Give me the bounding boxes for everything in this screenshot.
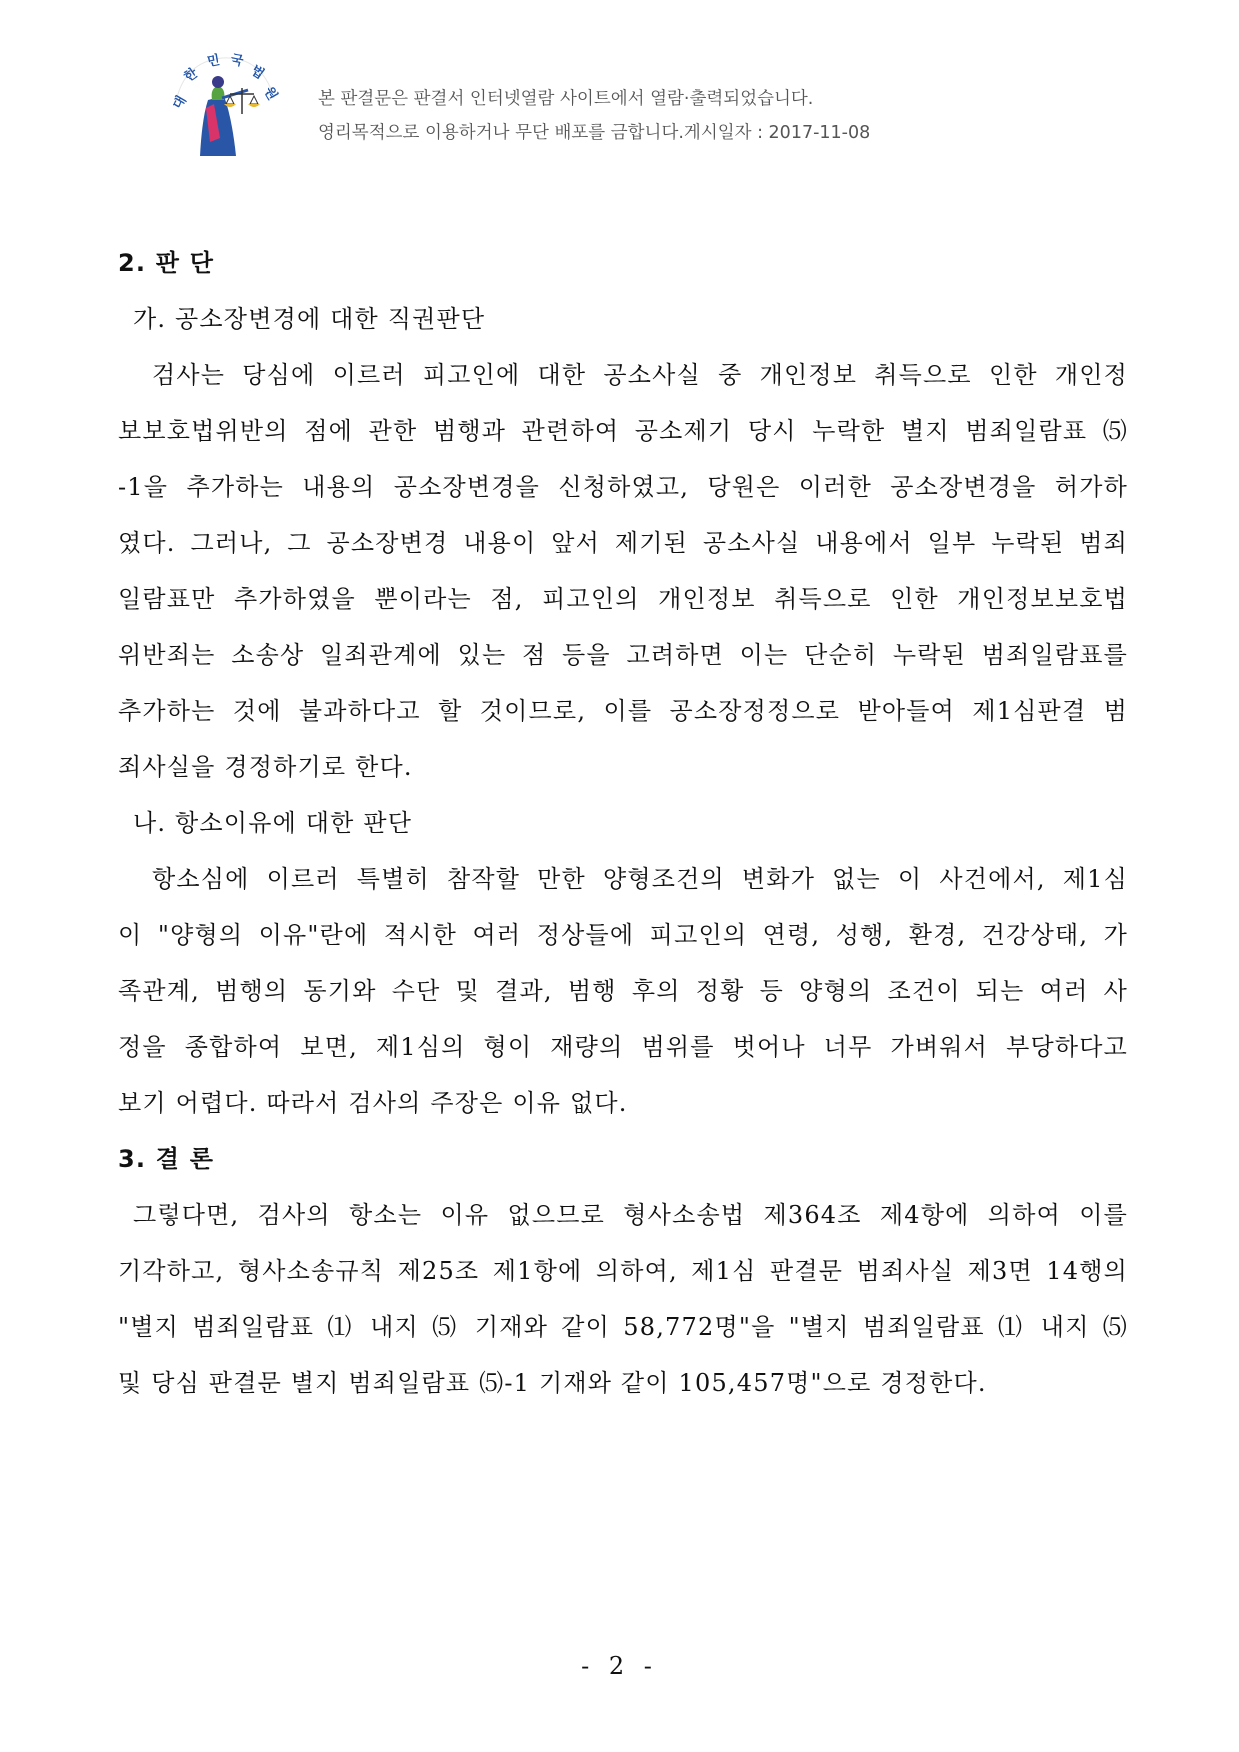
paragraph-correction (118, 360, 1128, 808)
judgment-body (118, 248, 1128, 1424)
text-line: 정을 종합하여 보면, 제1심의 형이 재량의 범위를 벗어나 너무 가벼워서 부당하다고 (118, 1033, 1128, 1061)
paragraph-conclusion (118, 1200, 1128, 1424)
text-line: 위반죄는 소송상 일죄관계에 있는 점 등을 고려하면 이는 단순히 누락된 범죄일람표를 (118, 641, 1128, 669)
text-line: 족관계, 범행의 동기와 수단 및 결과, 범행 후의 정황 등 양형의 조건이 되는 여러 사 (118, 977, 1128, 1005)
text-line: 일람표만 추가하였을 뿐이라는 점, 피고인의 개인정보 취득으로 인한 개인정보보호법 (118, 585, 1128, 613)
text-line: 항소심에 이르러 특별히 참작할 만한 양형조건의 변화가 없는 이 사건에서, 제1심 (152, 865, 1128, 893)
svg-text:법: 법 (247, 62, 267, 83)
text-line: 그렇다면, 검사의 항소는 이유 없으므로 형사소송법 제364조 제4항에 의하여 이를 (133, 1201, 1128, 1229)
svg-text:국: 국 (229, 52, 245, 70)
text-line: "별지 범죄일람표 ⑴ 내지 ⑸ 기재와 같이 58,772명"을 "별지 범죄일람표 ⑴ 내지 ⑸ (118, 1313, 1128, 1341)
text-line: 보보호법위반의 점에 관한 범행과 관련하여 공소제기 당시 누락한 별지 범죄일람표 ⑸ (118, 417, 1128, 445)
svg-text:원: 원 (260, 84, 280, 103)
text-line: 이 "양형의 이유"란에 적시한 여러 정상들에 피고인의 연령, 성행, 환경, 건강상태, 가 (118, 921, 1128, 949)
text-line: -1을 추가하는 내용의 공소장변경을 신청하였고, 당원은 이러한 공소장변경을 허가하 (118, 473, 1128, 501)
paragraph-appeal (118, 864, 1128, 1144)
svg-text:한: 한 (181, 65, 201, 86)
text-line: 및 당심 판결문 별지 범죄일람표 ⑸-1 기재와 같이 105,457명"으로 경정한다. (118, 1369, 987, 1397)
document-header (150, 38, 1050, 168)
subsection-heading: 가. 공소장변경에 대한 직권판단 (133, 305, 486, 333)
text-line: 죄사실을 경정하기로 한다. (118, 753, 413, 781)
text-line: 추가하는 것에 불과하다고 할 것이므로, 이를 공소장정정으로 받아들여 제1심판결 범 (118, 697, 1128, 725)
text-line: 기각하고, 형사소송규칙 제25조 제1항에 의하여, 제1심 판결문 범죄사실 제3면 14행의 (118, 1257, 1128, 1285)
text-line: 보기 어렵다. 따라서 검사의 주장은 이유 없다. (118, 1089, 628, 1117)
svg-text:대: 대 (170, 93, 190, 112)
court-logo (150, 38, 285, 166)
section-heading: 2. 판 단 (118, 249, 215, 277)
subsection-heading: 나. 항소이유에 대한 판단 (133, 809, 413, 837)
text-line: 검사는 당심에 이르러 피고인에 대한 공소사실 중 개인정보 취득으로 인한 개인정 (152, 361, 1128, 389)
notice-line: 본 판결문은 판결서 인터넷열람 사이트에서 열람·출력되었습니다. (318, 89, 814, 109)
svg-text:민: 민 (206, 52, 222, 70)
page-number: - 2 - (581, 1652, 658, 1680)
notice-line: 영리목적으로 이용하거나 무단 배포를 금합니다.게시일자 : 2017-11-08 (318, 123, 871, 143)
section-heading: 3. 결 론 (118, 1145, 215, 1173)
text-line: 였다. 그러나, 그 공소장변경 내용이 앞서 제기된 공소사실 내용에서 일부 누락된 범죄 (118, 529, 1128, 557)
usage-notice (318, 82, 870, 150)
